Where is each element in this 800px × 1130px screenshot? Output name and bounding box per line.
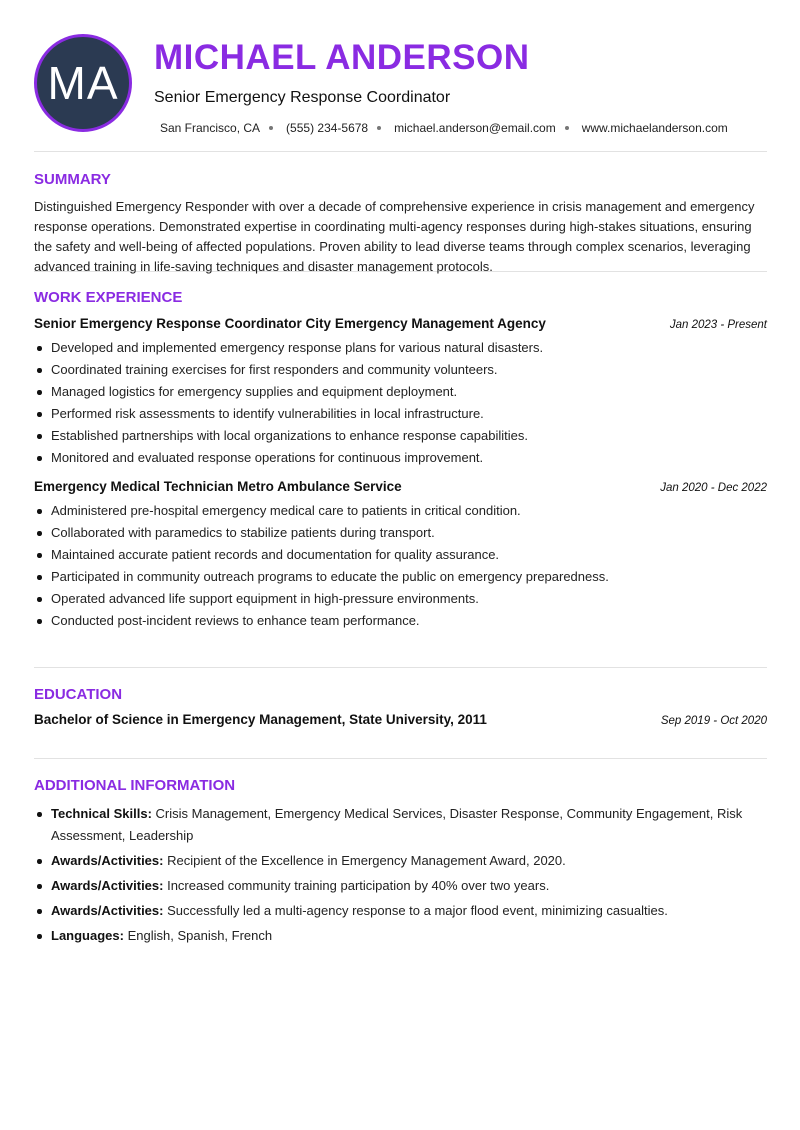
item-text: English, Spanish, French (127, 928, 273, 943)
list-item (51, 900, 767, 922)
avatar: MA (34, 34, 132, 132)
job-entry (34, 316, 767, 469)
item-label: Technical Skills: (51, 806, 152, 821)
education-section (34, 668, 767, 759)
job-date: Jan 2023 - Present (669, 319, 767, 331)
job-header (34, 479, 767, 494)
job-entry (34, 479, 767, 632)
separator-dot-icon (377, 126, 381, 130)
list-item: Coordinated training exercises for first responders and community volunteers. (51, 359, 767, 381)
list-item (51, 803, 767, 847)
list-item: Operated advanced life support equipment in high-pressure environments. (51, 588, 767, 610)
summary-text: Distinguished Emergency Responder with over a decade of comprehensive experience in crisis management and emergency response operations. Demonstrated expertise in coordinating multi-agency responses during high-stakes situations, ensuring the safety and well-being of affected populations. Proven ability to lead diverse teams through complex scenarios, leveraging advanced training in life-saving techniques and disaster management protocols. (34, 199, 755, 274)
item-label: Languages: (51, 928, 124, 943)
work-experience-heading: WORK EXPERIENCE (34, 289, 183, 306)
item-text: Successfully led a multi-agency response to a major flood event, minimizing casualties. (167, 903, 668, 918)
list-item: Established partnerships with local organizations to enhance response capabilities. (51, 425, 767, 447)
work-experience-section (34, 272, 767, 668)
list-item (51, 850, 767, 872)
list-item (51, 875, 767, 897)
summary-section (34, 152, 767, 272)
list-item: Monitored and evaluated response operations for continuous improvement. (51, 447, 767, 469)
candidate-name: MICHAEL ANDERSON (154, 38, 530, 77)
separator-dot-icon (565, 126, 569, 130)
contact-website[interactable]: www.michaelanderson.com (581, 121, 728, 135)
list-item: Collaborated with paramedics to stabilize patients during transport. (51, 522, 767, 544)
list-item: Managed logistics for emergency supplies and equipment deployment. (51, 381, 767, 403)
resume-header (34, 0, 767, 152)
contact-email[interactable]: michael.anderson@email.com (394, 121, 556, 135)
item-label: Awards/Activities: (51, 853, 164, 868)
additional-information-section (34, 759, 767, 947)
additional-information-heading: ADDITIONAL INFORMATION (34, 777, 236, 794)
item-text: Crisis Management, Emergency Medical Services, Disaster Response, Community Engagement, Risk Assessment, Leadership (51, 806, 743, 843)
item-label: Awards/Activities: (51, 878, 164, 893)
list-item: Maintained accurate patient records and documentation for quality assurance. (51, 544, 767, 566)
job-header (34, 316, 767, 331)
education-entry (34, 712, 767, 727)
separator-dot-icon (269, 126, 273, 130)
degree: Bachelor of Science in Emergency Management, State University, 2011 (34, 712, 487, 727)
summary-heading: SUMMARY (34, 171, 111, 188)
education-heading: EDUCATION (34, 686, 123, 703)
candidate-title: Senior Emergency Response Coordinator (154, 89, 451, 106)
item-label: Awards/Activities: (51, 903, 164, 918)
job-title: Senior Emergency Response Coordinator City Emergency Management Agency (34, 316, 546, 331)
list-item: Developed and implemented emergency response plans for various natural disasters. (51, 337, 767, 359)
list-item: Administered pre-hospital emergency medical care to patients in critical condition. (51, 500, 767, 522)
education-date: Sep 2019 - Oct 2020 (660, 715, 767, 727)
list-item: Participated in community outreach programs to educate the public on emergency preparedness. (51, 566, 767, 588)
contact-location: San Francisco, CA (160, 121, 261, 135)
additional-list (34, 803, 767, 947)
list-item: Performed risk assessments to identify vulnerabilities in local infrastructure. (51, 403, 767, 425)
contact-row (160, 121, 728, 135)
item-text: Increased community training participation by 40% over two years. (167, 878, 550, 893)
job-bullets (34, 500, 767, 632)
item-text: Recipient of the Excellence in Emergency Management Award, 2020. (167, 853, 566, 868)
job-date: Jan 2020 - Dec 2022 (660, 482, 767, 494)
list-item: Conducted post-incident reviews to enhance team performance. (51, 610, 767, 632)
list-item (51, 925, 767, 947)
job-bullets (34, 337, 767, 469)
job-title: Emergency Medical Technician Metro Ambulance Service (34, 479, 402, 494)
contact-phone: (555) 234-5678 (286, 121, 369, 135)
